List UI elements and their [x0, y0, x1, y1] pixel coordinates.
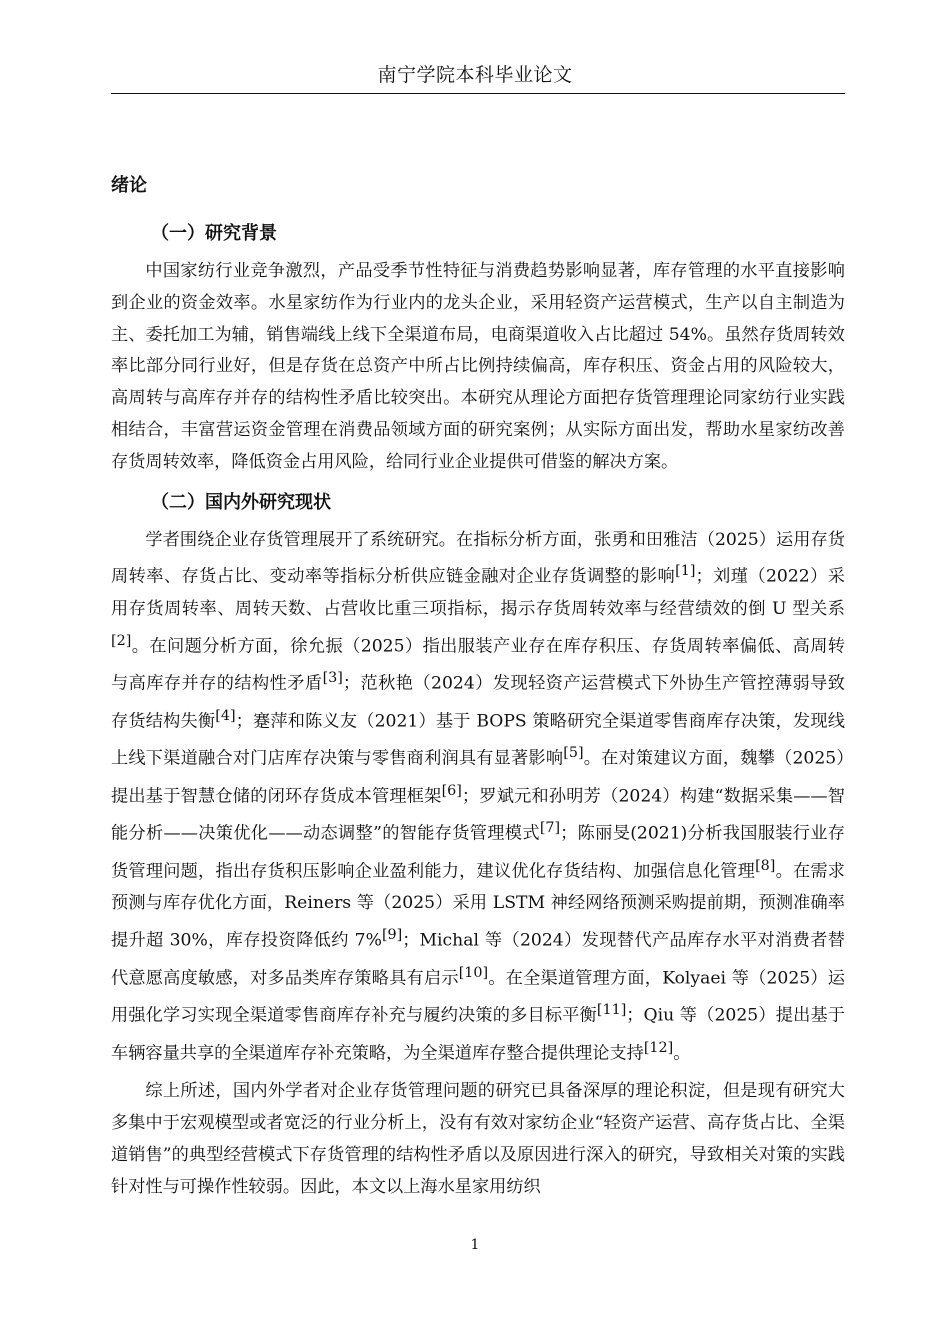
paragraph-background: 中国家纺行业竞争激烈，产品受季节性特征与消费趋势影响显著，库存管理的水平直接影响到企业的资金效率。水星家纺作为行业内的龙头企业，采用轻资产运营模式，生产以自主制造为主、委托加工为辅，销售端线上线下全渠道布局，电商渠道收入占比超过 54%。虽然存货周转效率比部分同行业好，但是存货在总资产中所占比例持续偏高，库存积压、资金占用的风险较大，高周转与高库存并存的结构性矛盾比较突出。本研究从理论方面把存货管理理论同家纺行业实践相结合，丰富营运资金管理在消费品领域方面的研究案例；从实际方面出发，帮助水星家纺改善存货周转效率，降低资金占用风险，给同行业企业提供可借鉴的解决方案。 [111, 261, 845, 472]
section-heading-background: （一）研究背景 [151, 223, 277, 244]
citation-ref: [4] [215, 707, 236, 724]
citation-ref: [6] [441, 782, 462, 799]
paragraph-text: 。 [673, 1043, 691, 1064]
paragraph-literature-review [111, 525, 845, 1071]
citation-ref: [1] [675, 563, 696, 580]
paragraph-text: ；Qiu 等（2025）提出基于车辆容量共享的全渠道库存补充策略，为全渠道库存整合提供理论支持 [111, 1006, 845, 1064]
citation-ref: [12] [643, 1039, 674, 1056]
paragraph-text: 。在需求预测与库存优化方面，Reiners 等（2025）采用 LSTM 神经网络预测采购提前期，预测准确率提升超 30%，库存投资降低约 7% [111, 861, 845, 951]
paragraph-text: 。在问题分析方面，徐允振（2025）指出服装产业存在库存积压、存货周转率偏低、高周转与高库存并存的结构性矛盾 [111, 636, 845, 694]
page-number: 1 [470, 1237, 480, 1253]
paragraph-text: ；蹇萍和陈义友（2021）基于 BOPS 策略研究全渠道零售商库存决策，发现线上线下渠道融合对门店库存决策与零售商利润具有显著影响 [111, 711, 845, 770]
paragraph-text: 。在对策建议方面，魏攀（2025）提出基于智慧仓储的闭环存货成本管理框架 [111, 749, 845, 807]
citation-ref: [8] [755, 857, 776, 874]
citation-ref: [9] [381, 927, 403, 944]
citation-ref: [5] [563, 745, 584, 762]
citation-ref: [10] [458, 964, 489, 981]
paragraph-text: ；Michal 等（2024）发现替代产品库存水平对消费者替代意愿高度敏感，对多品类库存策略具有启示 [111, 930, 845, 989]
paragraph-text: 学者围绕企业存货管理展开了系统研究。在指标分析方面，张勇和田雅洁（2025）运用存货周转率、存货占比、变动率等指标分析供应链金融对企业存货调整的影响 [111, 529, 845, 588]
paragraph-text: ；范秋艳（2024）发现轻资产运营模式下外协生产管控薄弱导致存货结构失衡 [111, 673, 845, 732]
paragraph-text: 。在全渠道管理方面，Kolyaei 等（2025）运用强化学习实现全渠道零售商库存补充与履约决策的多目标平衡 [111, 968, 845, 1027]
document-body [111, 168, 845, 1210]
running-header-title: 南宁学院本科毕业论文 [377, 64, 573, 86]
paragraph-summary: 综上所述，国内外学者对企业存货管理问题的研究已具备深厚的理论积淀，但是现有研究大多集中于宏观模型或者宽泛的行业分析上，没有有效对家纺企业“轻资产运营、高存货占比、全渠道销售”的典型经营模式下存货管理的结构性矛盾以及原因进行深入的研究，导致相关对策的实践针对性与可操作性较弱。因此，本文以上海水星家用纺织 [111, 1081, 845, 1197]
citation-ref: [2] [111, 632, 132, 649]
paragraph-text: ；陈丽旻(2021)分析我国服装行业存货管理问题，指出存货积压影响企业盈利能力，建议优化存货结构、加强信息化管理 [111, 824, 845, 882]
citation-ref: [11] [596, 1002, 627, 1019]
citation-ref: [7] [539, 820, 561, 837]
chapter-title: 绪论 [111, 175, 147, 196]
paragraph-text: ；刘瑾（2022）采用存货周转率、周转天数、占营收比重三项指标，揭示存货周转效率与经营绩效的倒 U 型关系 [111, 567, 845, 619]
section-heading-literature-review: （二）国内外研究现状 [151, 491, 331, 513]
header-divider [111, 93, 845, 94]
citation-ref: [3] [322, 670, 343, 687]
paragraph-text: ；罗斌元和孙明芳（2024）构建“数据采集——智能分析——决策优化——动态调整”的智能存货管理模式 [111, 786, 845, 845]
